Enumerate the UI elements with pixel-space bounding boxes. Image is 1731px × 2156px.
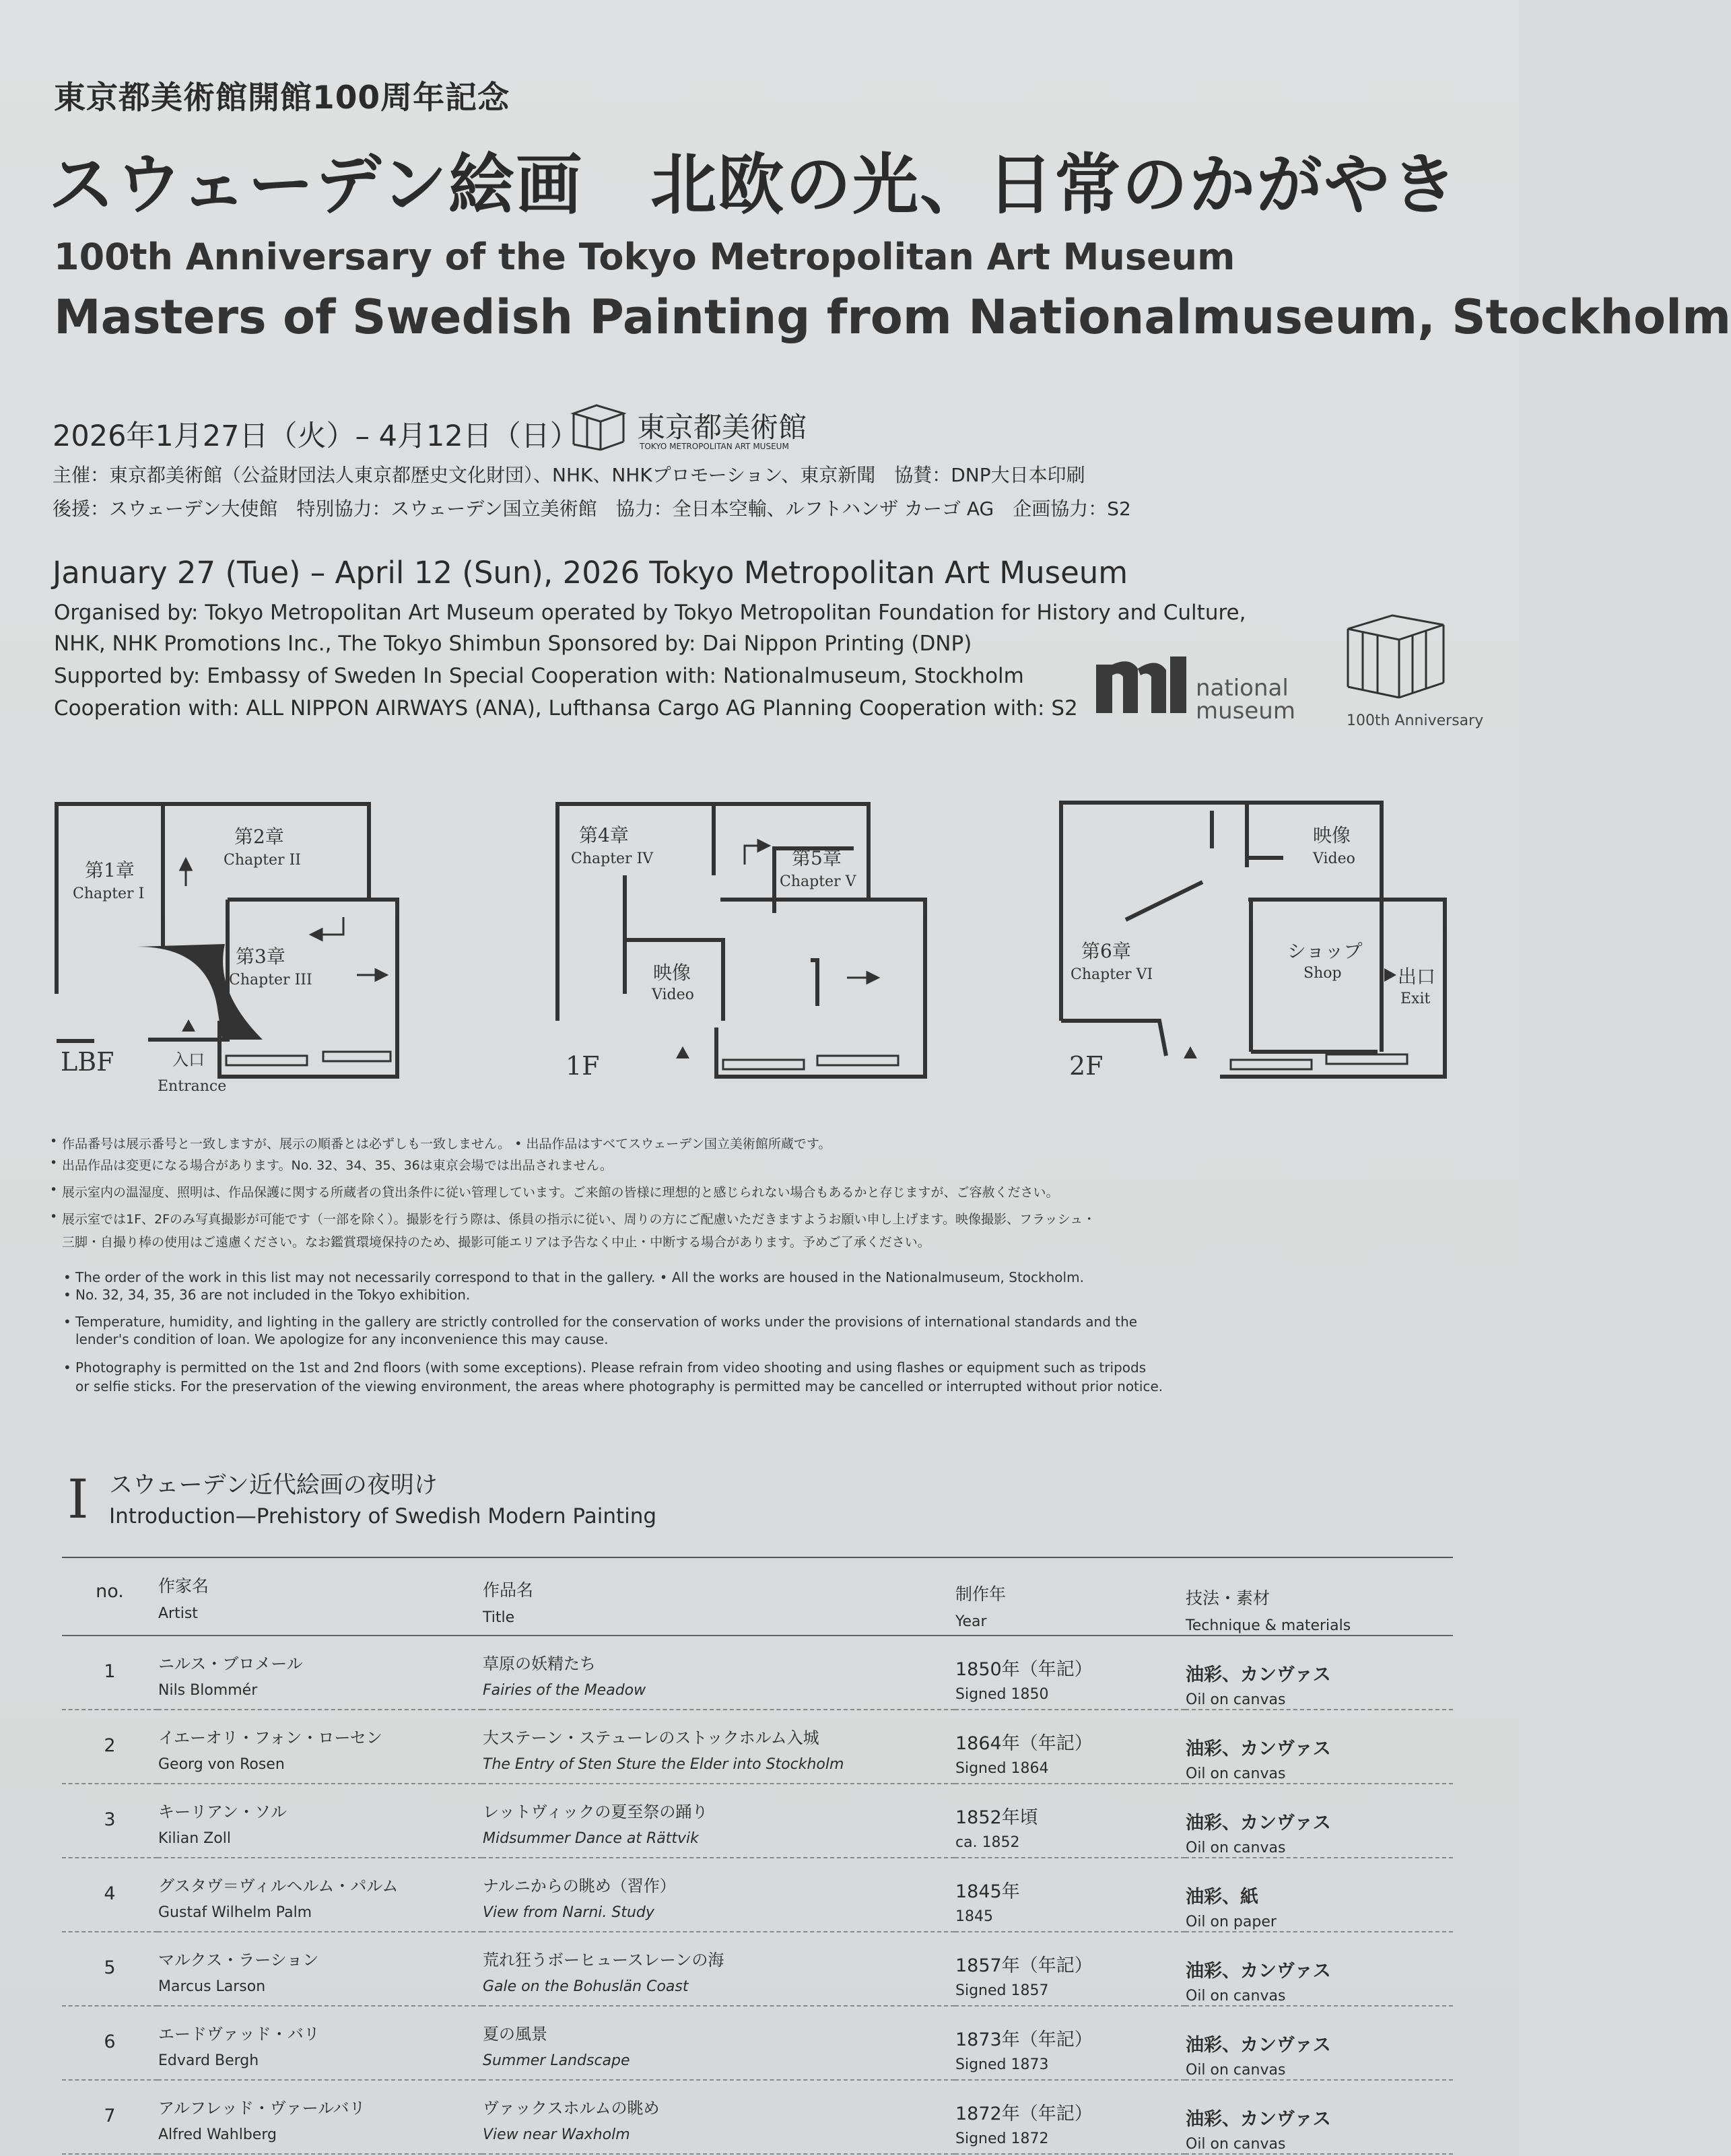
table-row bbox=[62, 1858, 1453, 1932]
2f-exit-en: Exit bbox=[1400, 990, 1431, 1007]
lbf-ch1-jp: 第1章 bbox=[85, 859, 135, 881]
artist-jp: イエーオリ・フォン・ローセン bbox=[158, 1728, 382, 1747]
title-en: Fairies of the Meadow bbox=[483, 1682, 646, 1699]
2f-video-jp: 映像 bbox=[1313, 824, 1351, 846]
note-en-2: • No. 32, 34, 35, 36 are not included in the Tokyo exhibition. bbox=[63, 1287, 471, 1303]
year-jp: 1850年（年記） bbox=[955, 1659, 1093, 1680]
artist-en: Marcus Larson bbox=[158, 1978, 266, 1995]
artist-jp: キーリアン・ソル bbox=[158, 1803, 287, 1821]
artist-en: Gustaf Wilhelm Palm bbox=[158, 1904, 312, 1921]
2f-ch6-en: Chapter VI bbox=[1071, 966, 1153, 983]
year-jp: 1852年頃 bbox=[955, 1807, 1038, 1828]
table-header-row bbox=[62, 1557, 1453, 1636]
en-cooperation: Cooperation with: ALL NIPPON AIRWAYS (ANA), Lufthansa Cargo AG Planning Cooperation with: S2 bbox=[54, 696, 1078, 720]
cell-year bbox=[955, 1636, 1185, 1710]
technique-en: Oil on canvas bbox=[1186, 2136, 1286, 2153]
note-jp-5: 三脚・自撮り棒の使用はご遠慮ください。なお鑑賞環境保持のため、撮影可能エリアは予告なく中止・中断する場合があります。予めご了承ください。 bbox=[62, 1235, 930, 1250]
artist-jp: ニルス・ブロメール bbox=[158, 1654, 303, 1673]
cell-title bbox=[482, 1636, 955, 1710]
technique-jp: 油彩、カンヴァス bbox=[1186, 1961, 1331, 1982]
cell-no: 3 bbox=[62, 1784, 158, 1858]
cell-technique bbox=[1185, 1636, 1453, 1710]
cell-artist bbox=[158, 2006, 482, 2080]
floor-label-lbf: LBF bbox=[61, 1047, 114, 1077]
1f-ch4-en: Chapter IV bbox=[571, 850, 654, 867]
2f-video-en: Video bbox=[1313, 850, 1355, 867]
floor-map-1f bbox=[548, 792, 952, 1102]
anniversary-label: 100th Anniversary bbox=[1347, 712, 1484, 729]
tokyo-museum-logo bbox=[570, 403, 807, 454]
header-no: no. bbox=[62, 1557, 158, 1636]
museum-building-icon bbox=[570, 403, 627, 451]
artist-en: Kilian Zoll bbox=[158, 1830, 231, 1847]
title-en: View from Narni. Study bbox=[483, 1904, 654, 1921]
1f-video-en: Video bbox=[652, 986, 694, 1003]
table-row bbox=[62, 2006, 1453, 2080]
technique-jp: 油彩、カンヴァス bbox=[1186, 2109, 1331, 2130]
cell-technique bbox=[1185, 1710, 1453, 1784]
year-jp: 1845年 bbox=[955, 1881, 1020, 1902]
floor-map-lbf bbox=[47, 792, 451, 1102]
note-en-4: lender's condition of loan. We apologize for any inconvenience this may cause. bbox=[75, 1331, 609, 1347]
title-jp: ヴァックスホルムの眺め bbox=[483, 2099, 660, 2118]
works-table bbox=[62, 1557, 1453, 2155]
header-title: 作品名 Title bbox=[482, 1557, 955, 1636]
title-jp: 荒れ狂うボーヒュースレーンの海 bbox=[483, 1951, 724, 1969]
cell-title bbox=[482, 1710, 955, 1784]
artist-en: Alfred Wahlberg bbox=[158, 2126, 277, 2143]
cell-no: 4 bbox=[62, 1858, 158, 1932]
cell-technique bbox=[1185, 2080, 1453, 2154]
museum-name-jp: 東京都美術館 bbox=[637, 411, 807, 444]
title-en: Summer Landscape bbox=[483, 2052, 630, 2069]
cell-no: 6 bbox=[62, 2006, 158, 2080]
1f-ch4-jp: 第4章 bbox=[579, 824, 629, 846]
artist-en: Georg von Rosen bbox=[158, 1756, 285, 1773]
nationalmuseum-line-2: museum bbox=[1196, 698, 1295, 725]
technique-jp: 油彩、カンヴァス bbox=[1186, 1813, 1331, 1833]
section-roman-numeral: I bbox=[67, 1468, 89, 1530]
artist-jp: アルフレッド・ヴァールバリ bbox=[158, 2099, 366, 2118]
title-jp: レットヴィックの夏至祭の踊り bbox=[483, 1803, 708, 1821]
year-en: Signed 1873 bbox=[955, 2056, 1049, 2073]
title-jp: ナルニからの眺め（習作） bbox=[483, 1877, 676, 1895]
cell-artist bbox=[158, 1710, 482, 1784]
cell-no: 1 bbox=[62, 1636, 158, 1710]
note-en-1: • The order of the work in this list may not necessarily correspond to that in the gallery. • All the works are housed in the Nationalmuseum, Stockholm. bbox=[63, 1269, 1084, 1285]
title-en: View near Waxholm bbox=[483, 2126, 630, 2143]
lbf-ch3-jp: 第3章 bbox=[236, 945, 285, 968]
lbf-entrance-jp: 入口 bbox=[172, 1050, 205, 1069]
technique-en: Oil on canvas bbox=[1186, 2062, 1286, 2079]
en-organised-1: Organised by: Tokyo Metropolitan Art Museum operated by Tokyo Metropolitan Foundation for History and Culture, bbox=[54, 601, 1246, 625]
cell-no: 5 bbox=[62, 1932, 158, 2006]
title-en: Midsummer Dance at Rättvik bbox=[483, 1830, 699, 1847]
lbf-entrance-en: Entrance bbox=[158, 1078, 227, 1095]
artist-jp: マルクス・ラーション bbox=[158, 1951, 319, 1969]
title-jp: 夏の風景 bbox=[483, 2025, 547, 2044]
cell-year bbox=[955, 1784, 1185, 1858]
note-en-3: • Temperature, humidity, and lighting in the gallery are strictly controlled for the conservation of works under the provisions of international standards and the bbox=[63, 1314, 1138, 1330]
header-year: 制作年 Year bbox=[955, 1557, 1185, 1636]
cell-year bbox=[955, 1858, 1185, 1932]
technique-jp: 油彩、カンヴァス bbox=[1186, 1664, 1331, 1685]
1f-up-arrow-icon bbox=[676, 1046, 689, 1058]
1f-ch5-en: Chapter V bbox=[780, 873, 856, 890]
cell-artist bbox=[158, 1858, 482, 1932]
technique-jp: 油彩、カンヴァス bbox=[1186, 2035, 1331, 2056]
nationalmuseum-logo bbox=[1096, 656, 1295, 725]
en-organised-2: NHK, NHK Promotions Inc., The Tokyo Shimbun Sponsored by: Dai Nippon Printing (DNP) bbox=[54, 632, 972, 656]
anniversary-logo bbox=[1345, 613, 1484, 729]
en-title: Masters of Swedish Painting from Nationalmuseum, Stockholm bbox=[54, 290, 1731, 345]
cell-artist bbox=[158, 1784, 482, 1858]
museum-name-en: TOKYO METROPOLITAN ART MUSEUM bbox=[640, 442, 789, 451]
note-jp-3: • 展示室内の温湿度、照明は、作品保護に関する所蔵者の貸出条件に従い管理しています。ご来館の皆様に理想的と感じられない場合もあるかと存じますが、ご容赦ください。 bbox=[50, 1182, 1059, 1200]
cell-technique bbox=[1185, 1858, 1453, 1932]
title-en: Gale on the Bohuslän Coast bbox=[483, 1978, 689, 1995]
title-jp: 草原の妖精たち bbox=[483, 1654, 596, 1673]
section-title-en: Introduction—Prehistory of Swedish Modern Painting bbox=[109, 1504, 657, 1528]
jp-credit-line-2: 後援：スウェーデン大使館 特別協力：スウェーデン国立美術館 協力：全日本空輸、ルフトハンザ カーゴ AG 企画協力：S2 bbox=[53, 498, 1131, 520]
anniversary-building-icon bbox=[1345, 613, 1446, 700]
floor-label-2f: 2F bbox=[1069, 1051, 1104, 1081]
en-subtitle: 100th Anniversary of the Tokyo Metropolitan Art Museum bbox=[54, 236, 1235, 278]
lbf-ch1-en: Chapter I bbox=[73, 885, 145, 902]
note-en-5: • Photography is permitted on the 1st and 2nd floors (with some exceptions). Please refrain from video shooting and using flashes or equipment such as tripods bbox=[63, 1359, 1147, 1376]
cell-year bbox=[955, 2006, 1185, 2080]
artist-en: Nils Blommér bbox=[158, 1682, 258, 1699]
floor-label-1f: 1F bbox=[566, 1051, 600, 1081]
cell-no: 7 bbox=[62, 2080, 158, 2154]
year-jp: 1873年（年記） bbox=[955, 2029, 1093, 2050]
year-en: ca. 1852 bbox=[955, 1834, 1020, 1851]
year-jp: 1857年（年記） bbox=[955, 1955, 1093, 1976]
year-jp: 1864年（年記） bbox=[955, 1733, 1093, 1754]
en-supported: Supported by: Embassy of Sweden In Special Cooperation with: Nationalmuseum, Stockholm bbox=[54, 664, 1024, 688]
2f-shop-jp: ショップ bbox=[1287, 940, 1363, 962]
table-row bbox=[62, 1784, 1453, 1858]
year-en: Signed 1872 bbox=[955, 2130, 1049, 2147]
jp-title: スウェーデン絵画 北欧の光、日常のかがやき bbox=[48, 147, 1459, 224]
technique-en: Oil on canvas bbox=[1186, 1765, 1286, 1782]
cell-title bbox=[482, 2006, 955, 2080]
1f-video-jp: 映像 bbox=[653, 962, 691, 984]
artist-jp: グスタヴ＝ヴィルヘルム・パルム bbox=[158, 1877, 399, 1895]
nationalmuseum-line-1: national bbox=[1196, 675, 1289, 702]
year-en: Signed 1864 bbox=[955, 1760, 1049, 1777]
artist-jp: エードヴァッド・バリ bbox=[158, 2025, 320, 2044]
floor-map-2f bbox=[1052, 792, 1456, 1102]
cell-title bbox=[482, 1858, 955, 1932]
cell-no: 2 bbox=[62, 1710, 158, 1784]
lbf-ch2-jp: 第2章 bbox=[234, 826, 284, 848]
cell-technique bbox=[1185, 2006, 1453, 2080]
jp-subtitle: 東京都美術館開館100周年記念 bbox=[54, 79, 510, 116]
cell-technique bbox=[1185, 1932, 1453, 2006]
year-jp: 1872年（年記） bbox=[955, 2103, 1093, 2124]
lbf-ch2-en: Chapter II bbox=[224, 852, 301, 869]
2f-exit-jp: 出口 bbox=[1398, 966, 1436, 988]
2f-shop-en: Shop bbox=[1303, 965, 1342, 982]
table-row bbox=[62, 1636, 1453, 1710]
section-title-jp: スウェーデン近代絵画の夜明け bbox=[109, 1472, 438, 1499]
table-row bbox=[62, 2080, 1453, 2154]
en-dates: January 27 (Tue) – April 12 (Sun), 2026 Tokyo Metropolitan Art Museum bbox=[53, 555, 1128, 591]
year-en: 1845 bbox=[955, 1908, 993, 1925]
title-en: The Entry of Sten Sture the Elder into Stockholm bbox=[483, 1756, 844, 1773]
cell-technique bbox=[1185, 1784, 1453, 1858]
technique-jp: 油彩、紙 bbox=[1186, 1887, 1258, 1908]
jp-credit-line-1: 主催：東京都美術館（公益財団法人東京都歴史文化財団）、NHK、NHKプロモーション、東京新聞 協賛：DNP大日本印刷 bbox=[53, 464, 1085, 486]
note-en-6: or selfie sticks. For the preservation of the viewing environment, the areas where photography is permitted may be cancelled or interrupted without prior notice. bbox=[75, 1378, 1163, 1394]
lbf-ch3-en: Chapter III bbox=[229, 972, 312, 988]
2f-up-arrow-icon bbox=[1184, 1046, 1197, 1058]
cell-year bbox=[955, 2080, 1185, 2154]
note-jp-2: • 出品作品は変更になる場合があります。No. 32、34、35、36は東京会場では出品されません。 bbox=[50, 1155, 613, 1173]
note-jp-4: • 展示室では1F、2Fのみ写真撮影が可能です（一部を除く）。撮影を行う際は、係員の指示に従い、周りの方にご配慮いただきますようお願い申し上げます。映像撮影、フラッシュ・ bbox=[50, 1209, 1096, 1227]
cell-artist bbox=[158, 2080, 482, 2154]
technique-en: Oil on canvas bbox=[1186, 1691, 1286, 1708]
nationalmuseum-m-icon bbox=[1096, 656, 1190, 713]
cell-title bbox=[482, 2080, 955, 2154]
entrance-arrow-icon bbox=[182, 1019, 195, 1032]
2f-ch6-jp: 第6章 bbox=[1081, 940, 1131, 962]
technique-jp: 油彩、カンヴァス bbox=[1186, 1739, 1331, 1759]
cell-title bbox=[482, 1932, 955, 2006]
header-technique: 技法・素材 Technique & materials bbox=[1185, 1557, 1453, 1636]
cell-year bbox=[955, 1932, 1185, 2006]
exit-arrow-icon bbox=[1384, 968, 1396, 982]
title-jp: 大ステーン・ステューレのストックホルム入城 bbox=[483, 1728, 819, 1747]
note-jp-1: • 作品番号は展示番号と一致しますが、展示の順番とは必ずしも一致しません。 • 出品作品はすべてスウェーデン国立美術館所蔵です。 bbox=[50, 1134, 831, 1151]
year-en: Signed 1850 bbox=[955, 1686, 1049, 1703]
jp-dates: 2026年1月27日（火）– 4月12日（日） bbox=[53, 419, 579, 453]
1f-ch5-jp: 第5章 bbox=[792, 847, 842, 869]
cell-artist bbox=[158, 1932, 482, 2006]
year-en: Signed 1857 bbox=[955, 1982, 1049, 1999]
cell-title bbox=[482, 1784, 955, 1858]
table-row bbox=[62, 1710, 1453, 1784]
artist-en: Edvard Bergh bbox=[158, 2052, 259, 2069]
technique-en: Oil on canvas bbox=[1186, 1988, 1286, 2005]
technique-en: Oil on canvas bbox=[1186, 1840, 1286, 1856]
cell-artist bbox=[158, 1636, 482, 1710]
table-row bbox=[62, 1932, 1453, 2006]
cell-year bbox=[955, 1710, 1185, 1784]
header-artist: 作家名 Artist bbox=[158, 1557, 482, 1636]
technique-en: Oil on paper bbox=[1186, 1914, 1277, 1930]
